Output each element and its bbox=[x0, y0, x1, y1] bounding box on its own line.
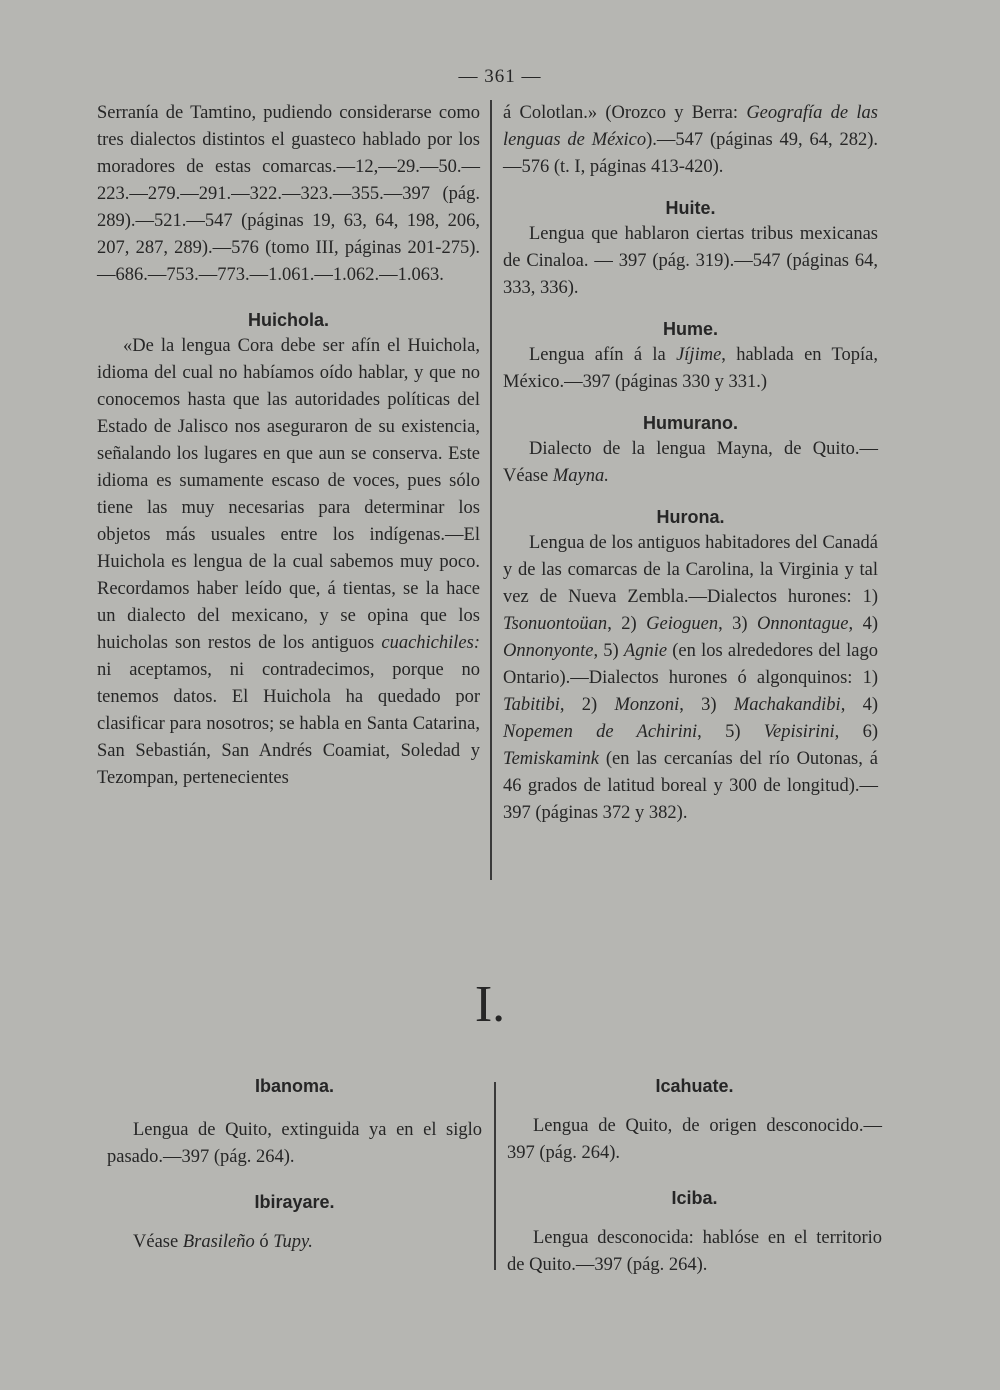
entry-heading-icahuate: Icahuate. bbox=[655, 1076, 734, 1096]
bottom-right-column bbox=[507, 1073, 882, 1279]
right-column bbox=[503, 100, 878, 827]
entry-text-huichola: «De la lengua Cora debe ser afín el Huichola, idioma del cual no habíamos oído hablar, y que no conocemos hasta que las autoridades políticas del Estado de Jalisco nos aseguraron de su existencia, señalando los lugares en que aun se conserva. Este idioma es sumamente escaso de voces, pues sólo tiene las muy necesarias para determinar los objetos más usuales entre los indígenas.—El Huichola es lengua de la cual sabemos muy poco. Recordamos haber leído que, á tientas, se la hace un dialecto del mexicano, y se opina que los huicholas son restos de los antiguos cuachichiles: ni aceptamos, ni contradecimos, porque no tenemos datos. El Huichola ha quedado por clasificar para nosotros; se habla en Santa Catarina, San Sebastián, San Andrés Coamiat, Soledad y Tezompan, pertenecientes bbox=[97, 336, 480, 788]
bottom-left-column bbox=[107, 1073, 482, 1256]
entry-text-hurona: Lengua de los antiguos habitadores del Canadá y de las comarcas de la Carolina, la Virginia y tal vez de Nueva Zembla.—Dialectos hurones: 1) Tsonuontoüan, 2) Geioguen, 3) Onnontague, 4) Onnonyonte, 5) Agnie (en los alrededores del lago Ontario).—Dialectos hurones ó algonquinos: 1) Tabitibi, 2) Monzoni, 3) Machakandibi, 4) Nopemen de Achirini, 5) Vepisirini, 6) Temiskamink (en las cercanías del río Outonas, á 46 grados de latitud boreal y 300 de longitud).—397 (páginas 372 y 382). bbox=[503, 533, 878, 823]
entry-heading-huichola: Huichola. bbox=[247, 310, 329, 330]
left-column bbox=[97, 100, 480, 792]
column-divider-bottom bbox=[494, 1082, 496, 1270]
page-number: — 361 — bbox=[458, 66, 542, 87]
guasteco-continuation: Serranía de Tamtino, pudiendo considerarse como tres dialectos distintos el guasteco hablado por los moradores de estas comarcas.—12,—29.—50.—223.—279.—291.—322.—323.—355.—397 (pág. 289).—521.—547 (páginas 19, 63, 64, 198, 206, 207, 287, 289).—576 (tomo III, páginas 201-275).—686.—753.—773.—1.061.—1.062.—1.063. bbox=[97, 103, 480, 285]
entry-heading-hume: Hume. bbox=[662, 319, 718, 339]
entry-heading-ibanoma: Ibanoma. bbox=[254, 1076, 334, 1096]
section-letter: I. bbox=[474, 976, 506, 1033]
entry-text-ibirayare: Véase Brasileño ó Tupy. bbox=[133, 1232, 313, 1252]
entry-text-huite: Lengua que hablaron ciertas tribus mexicanas de Cinaloa. — 397 (pág. 319).—547 (páginas 64, 333, 336). bbox=[503, 224, 878, 298]
entry-text-humurano: Dialecto de la lengua Mayna, de Quito.—Véase Mayna. bbox=[503, 439, 878, 486]
entry-heading-ibirayare: Ibirayare. bbox=[254, 1192, 335, 1212]
huichola-continuation: á Colotlan.» (Orozco y Berra: Geografía de las lenguas de México).—547 (páginas 49, 64, 282).—576 (t. I, páginas 413-420). bbox=[503, 103, 878, 177]
entry-heading-iciba: Iciba. bbox=[671, 1188, 718, 1208]
entry-text-hume: Lengua afín á la Jíjime, hablada en Topía, México.—397 (páginas 330 y 331.) bbox=[503, 345, 878, 392]
entry-text-icahuate: Lengua de Quito, de origen desconocido.—397 (pág. 264). bbox=[507, 1116, 882, 1163]
entry-text-ibanoma: Lengua de Quito, extinguida ya en el siglo pasado.—397 (pág. 264). bbox=[107, 1120, 482, 1167]
entry-heading-hurona: Hurona. bbox=[656, 507, 725, 527]
column-divider-top bbox=[490, 100, 492, 880]
entry-text-iciba: Lengua desconocida: hablóse en el territorio de Quito.—397 (pág. 264). bbox=[507, 1228, 882, 1275]
entry-heading-humurano: Humurano. bbox=[642, 413, 738, 433]
entry-heading-huite: Huite. bbox=[665, 198, 716, 218]
